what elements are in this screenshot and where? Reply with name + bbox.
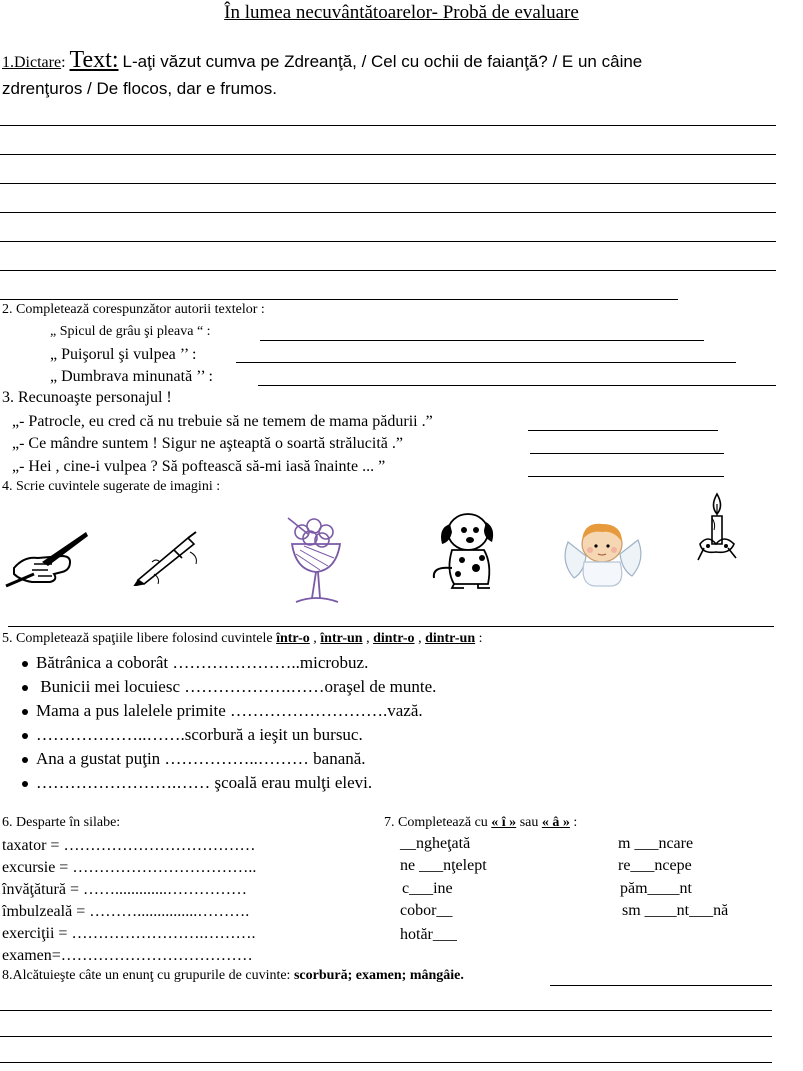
syllable-item-4: îmbulzeală = ………...............………. — [2, 903, 250, 920]
dictation-line-2: zdrenţuros / De flocos, dar e frumos. — [2, 79, 277, 98]
answer-line[interactable] — [550, 985, 772, 986]
letter-item-6: m ___ncare — [618, 835, 694, 852]
answer-line[interactable] — [0, 1062, 772, 1063]
character-quote-1: „- Patrocle, eu cred că nu trebuie să ne temem de mama pădurii .” — [12, 413, 433, 430]
syllable-item-6: examen=……………………………… — [2, 947, 253, 964]
section-6-title: 6. Desparte în silabe: — [2, 815, 121, 830]
answer-line[interactable] — [0, 1010, 772, 1011]
letter-option-2: « â » — [541, 815, 570, 830]
answer-line[interactable] — [0, 1036, 772, 1037]
answer-line[interactable] — [236, 362, 736, 363]
syllable-item-5: exerciţii = …………………….………. — [2, 925, 256, 942]
writing-line — [0, 241, 776, 242]
section-3-title: 3. Recunoaşte personajul ! — [2, 389, 172, 406]
page-title: În lumea necuvântătoarelor- Probă de evaluare — [224, 2, 579, 23]
fill-item-1: Bătrânica a coborât …………………..microbuz. — [22, 653, 368, 673]
hand-writing-icon — [4, 528, 88, 588]
letter-item-4: cobor__ — [400, 902, 453, 919]
bullet-icon — [22, 733, 28, 739]
fill-item-3: Mama a pus lalelele primite ……………………….vază. — [22, 701, 423, 721]
word-group: scorbură; examen; mângâie. — [293, 968, 464, 983]
bullet-icon — [22, 661, 28, 667]
syllable-item-3: învăţătură = …….............…………… — [2, 881, 247, 898]
fill-item-6: …………………….…… şcoală erau mulţi elevi. — [22, 773, 372, 793]
answer-line[interactable] — [530, 453, 724, 454]
pen-icon — [130, 528, 202, 586]
word-option-2: într-un — [320, 631, 363, 646]
dictation-line-1: L-aţi văzut cumva pe Zdreanţă, / Cel cu ochii de faianţă? / E un câine — [122, 52, 643, 71]
author-item-1: „ Spicul de grâu şi pleava “ : — [50, 324, 211, 339]
answer-line[interactable] — [8, 626, 774, 627]
letter-item-2: ne ___nţelept — [400, 857, 487, 874]
author-item-2: „ Puişorul şi vulpea ’’ : — [50, 346, 197, 363]
letter-option-1: « î » — [491, 815, 517, 830]
character-quote-2: „- Ce mândre suntem ! Sigur ne aşteaptă o soartă strălucită .” — [12, 435, 403, 452]
answer-line[interactable] — [528, 430, 718, 431]
answer-line[interactable] — [260, 340, 704, 341]
section-8-title: 8.Alcătuieşte câte un enunţ cu grupurile de cuvinte: scorbură; examen; mângâie. — [2, 968, 464, 983]
writing-line — [0, 212, 776, 213]
section-7-title: 7. Completează cu « î » sau « â » : — [384, 815, 578, 830]
candle-icon — [694, 488, 740, 564]
letter-item-3: c___ine — [402, 880, 453, 897]
word-option-3: dintr-o — [373, 631, 415, 646]
fill-item-2: Bunicii mei locuiesc ……………….……oraşel de munte. — [22, 677, 436, 697]
writing-line — [0, 154, 776, 155]
letter-item-8: păm____nt — [620, 880, 692, 897]
writing-line — [0, 183, 776, 184]
section-1-label: 1.Dictare — [2, 54, 62, 71]
word-option-4: dintr-un — [425, 631, 476, 646]
section-2-title: 2. Completează corespunzător autorii textelor : — [2, 302, 265, 317]
character-quote-3: „- Hei , cine-i vulpea ? Să poftească să-mi iasă înainte ... ” — [12, 458, 386, 475]
answer-line[interactable] — [528, 476, 724, 477]
writing-line — [0, 270, 776, 271]
ice-cream-cup-icon — [280, 514, 350, 606]
letter-item-9: sm ____nt___nă — [622, 902, 729, 919]
section-1-header: 1.Dictare: Text: L-aţi văzut cumva pe Zdreanţă, / Cel cu ochii de faianţă? / E un câine — [2, 47, 643, 73]
word-option-1: într-o — [276, 631, 310, 646]
bullet-icon — [22, 709, 28, 715]
answer-line[interactable] — [258, 385, 776, 386]
dalmatian-dog-icon — [428, 508, 504, 590]
letter-item-7: re___ncepe — [618, 857, 692, 874]
syllable-item-2: excursie = …………………………….. — [2, 859, 257, 876]
author-item-3: „ Dumbrava minunată ’’ : — [50, 368, 213, 385]
text-word: Text: — [69, 47, 119, 73]
bullet-icon — [22, 781, 28, 787]
letter-item-1: __ngheţată — [400, 835, 471, 852]
angel-icon — [560, 512, 646, 588]
letter-item-5: hotăr___ — [400, 926, 457, 943]
fill-item-5: Ana a gustat puţin ……………..……… banană. — [22, 749, 366, 769]
section-4-title: 4. Scrie cuvintele sugerate de imagini : — [2, 479, 221, 494]
section-5-title: 5. Completează spaţiile libere folosind cuvintele într-o , într-un , dintr-o , dintr-un : — [2, 631, 483, 646]
bullet-icon — [22, 757, 28, 763]
bullet-icon — [22, 685, 28, 691]
writing-line — [0, 125, 776, 126]
writing-line — [0, 299, 678, 300]
fill-item-4: ………………..…….scorbură a ieşit un bursuc. — [22, 725, 363, 745]
syllable-item-1: taxator = ……………………………… — [2, 837, 256, 854]
